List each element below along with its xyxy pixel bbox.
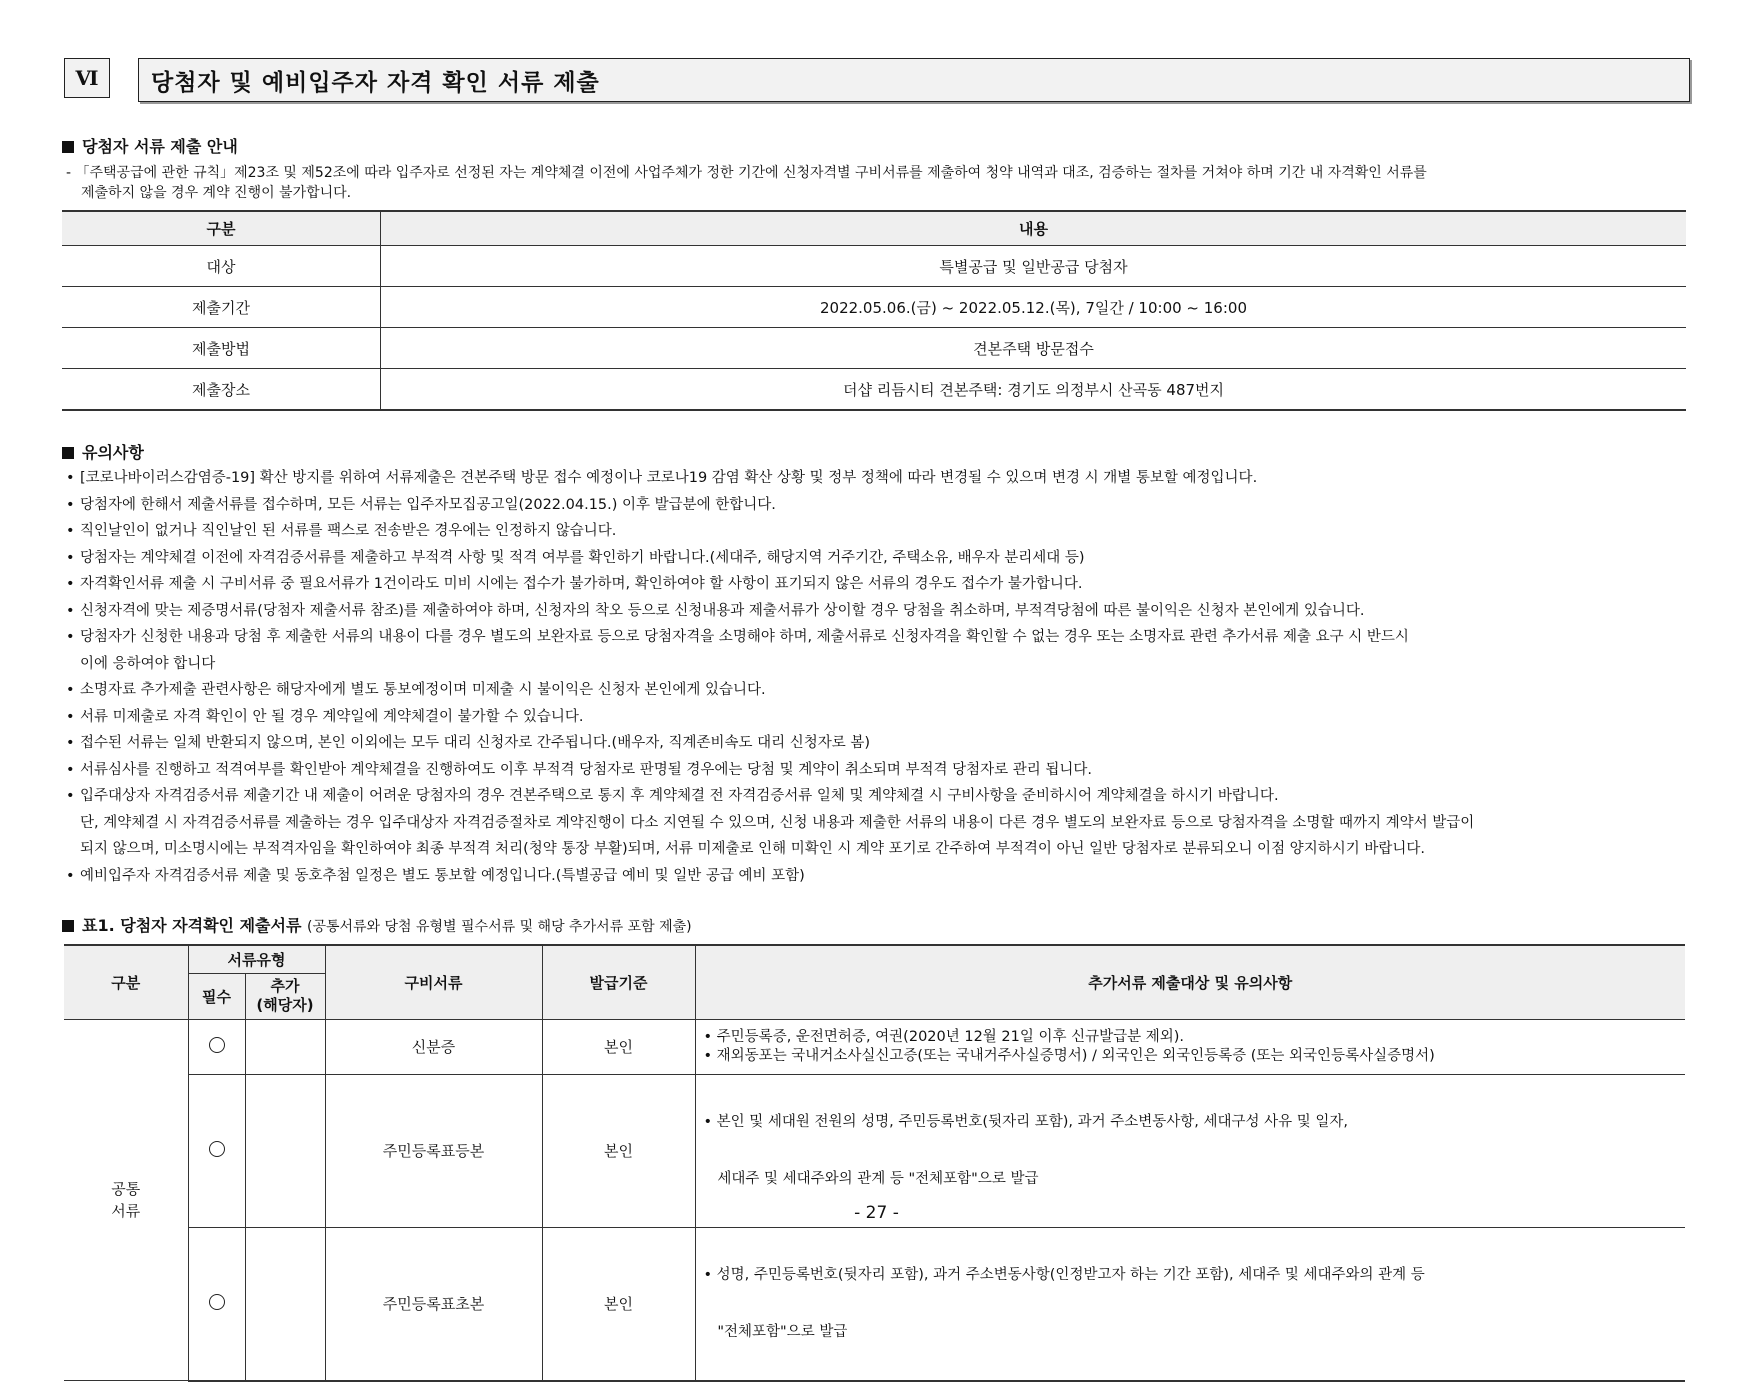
column-header-notes: 추가서류 제출대상 및 유의사항 [695, 945, 1685, 1019]
list-item-text: 되지 않으며, 미소명시에는 부적격자임을 확인하여야 최종 부적격 처리(청약 통장 부활)되며, 서류 미제출로 인해 미확인 시 계약 포기로 간주하여 부적격이 아닌 일반 당첨자로 분류되오니 이점 양지하시기 바랍니다. [80, 841, 1425, 857]
row-label: 제출기간 [62, 287, 381, 328]
submission-guide-heading: 당첨자 서류 제출 안내 [62, 134, 238, 157]
row-value: 견본주택 방문접수 [381, 328, 1687, 369]
list-item [66, 518, 1706, 545]
list-item [66, 492, 1706, 519]
column-header-additional: 추가 (해당자) [245, 973, 325, 1019]
table-row [62, 328, 1686, 369]
page-number: - 27 - [854, 1203, 899, 1223]
submission-info-table [62, 210, 1686, 411]
table-row [64, 1227, 1685, 1381]
issuer: 본인 [542, 1227, 695, 1381]
submission-guide-intro: - 「주택공급에 관한 규칙」제23조 및 제52조에 따라 입주자로 선정된 자는 계약체결 이전에 사업주체가 정한 기간에 신청자격별 구비서류를 제출하여 청약 내역과 대조, 검증하는 절차를 거쳐야 하며 기간 내 자격확인 서류를 제출하지 않을 경우 계약 진행이 불가합니다. [66, 165, 1427, 201]
document-name: 신분증 [325, 1019, 542, 1074]
list-item-text: 당첨자는 계약체결 이전에 자격검증서류를 제출하고 부적격 사항 및 적격 여부를 확인하기 바랍니다.(세대주, 해당지역 거주기간, 주택소유, 배우자 분리세대 등) [80, 549, 1085, 566]
list-item-text: 입주대상자 자격검증서류 제출기간 내 제출이 어려운 당첨자의 경우 견본주택으로 통지 후 계약체결 전 자격검증서류 일체 및 계약체결 시 구비사항을 준비하시어 계약체결을 하시기 바랍니다. [80, 788, 1279, 804]
list-item [66, 730, 1706, 757]
bullet-icon: • [66, 867, 75, 884]
row-value: 더샵 리듬시티 견본주택: 경기도 의정부시 산곡동 487번지 [381, 369, 1687, 411]
column-header-doc-type: 서류유형 [188, 945, 325, 973]
column-header-required: 필수 [188, 973, 245, 1019]
document-name: 주민등록표등본 [325, 1074, 542, 1227]
bullet-icon: • [66, 735, 75, 751]
list-item-text: 예비입주자 자격검증서류 제출 및 동호추첨 일정은 별도 통보할 예정입니다.(특별공급 예비 및 일반 공급 예비 포함) [80, 867, 805, 884]
list-item-text: 직인날인이 없거나 직인날인 된 서류를 팩스로 전송받은 경우에는 인정하지 않습니다. [80, 523, 617, 539]
list-item-text: 신청자격에 맞는 제증명서류(당첨자 제출서류 참조)를 제출하여야 하며, 신청자의 착오 등으로 신청내용과 제출서류가 상이할 경우 당첨을 취소하며, 부적격당첨에 따른 불이익은 신청자 본인에게 있습니다. [80, 602, 1365, 619]
list-item [66, 465, 1706, 492]
additional-mark [245, 1227, 325, 1381]
list-item-text: 이에 응하여야 합니다 [80, 655, 216, 672]
table-header-row [62, 211, 1686, 246]
issuer: 본인 [542, 1074, 695, 1227]
required-mark [188, 1227, 245, 1381]
list-item [66, 598, 1706, 625]
column-header: 내용 [381, 211, 1687, 246]
bullet-icon: • [66, 549, 75, 566]
bullet-icon: • [66, 708, 75, 725]
table-header-row [64, 945, 1685, 973]
document-notes: • 주민등록증, 운전면허증, 여권(2020년 12월 21일 이후 신규발급분 제외). • 재외동포는 국내거소사실신고증(또는 국내거주사실증명서) / 외국인은 외국인등록증 (또는 외국인등록사실증명서) [695, 1019, 1685, 1074]
bullet-icon: • [66, 629, 75, 645]
list-item-text: 서류심사를 진행하고 적격여부를 확인받아 계약체결을 진행하여도 이후 부적격 당첨자로 판명될 경우에는 당첨 및 계약이 취소되며 부적격 당첨자로 관리 됩니다. [80, 761, 1093, 778]
row-value: 특별공급 및 일반공급 당첨자 [381, 246, 1687, 287]
list-item-text: [코로나바이러스감염증-19] 확산 방지를 위하여 서류제출은 견본주택 방문 접수 예정이나 코로나19 감염 확산 상황 및 정부 정책에 따라 변경될 수 있으며 변경 시 개별 통보할 예정입니다. [80, 470, 1258, 486]
bullet-icon: • [66, 576, 75, 592]
list-item [66, 677, 1706, 704]
bullet-icon: • [66, 682, 75, 698]
document-name: 주민등록표초본 [325, 1227, 542, 1381]
list-item [66, 571, 1706, 598]
list-item-text: 서류 미제출로 자격 확인이 안 될 경우 계약일에 계약체결이 불가할 수 있습니다. [80, 708, 584, 725]
column-header-issuer: 발급기준 [542, 945, 695, 1019]
list-item-text: 단, 계약체결 시 자격검증서류를 제출하는 경우 입주대상자 자격검증절차로 계약진행이 다소 지연될 수 있으며, 신청 내용과 제출한 서류의 내용이 다른 경우 별도의 보완자료 등으로 당첨자격을 소명할 때까지 계약서 발급이 [80, 814, 1475, 831]
list-item-text: 자격확인서류 제출 시 구비서류 중 필요서류가 1건이라도 미비 시에는 접수가 불가하며, 확인하여야 할 사항이 표기되지 않은 서류의 경우도 접수가 불가합니다. [80, 576, 1083, 592]
list-item-text: 당첨자가 신청한 내용과 당첨 후 제출한 서류의 내용이 다를 경우 별도의 보완자료 등으로 당첨자격을 소명해야 하며, 제출서류로 신청자격을 확인할 수 없는 경우 또는 소명자료 관련 추가서류 제출 요구 시 반드시 [80, 629, 1409, 645]
group-label: 공통 서류 [64, 1019, 188, 1381]
circle-icon [209, 1141, 225, 1157]
required-documents-table [64, 944, 1685, 1382]
precautions-list [66, 465, 1706, 889]
document-notes: • 성명, 주민등록번호(뒷자리 포함), 과거 주소변동사항(인정받고자 하는 기간 포함), 세대주 및 세대주와의 관계 등 "전체포함"으로 발급 [695, 1227, 1685, 1381]
table-row [62, 287, 1686, 328]
row-label: 제출장소 [62, 369, 381, 411]
required-docs-heading: 표1. 당첨자 자격확인 제출서류 (공통서류와 당첨 유형별 필수서류 및 해당 추가서류 포함 제출) [62, 913, 692, 936]
square-bullet-icon [62, 920, 74, 932]
required-mark [188, 1019, 245, 1074]
list-item [66, 624, 1706, 677]
circle-icon [209, 1037, 225, 1053]
column-header-category: 구분 [64, 945, 188, 1019]
row-label: 제출방법 [62, 328, 381, 369]
required-docs-subheading: (공통서류와 당첨 유형별 필수서류 및 해당 추가서류 포함 제출) [306, 919, 692, 935]
bullet-icon: • [66, 523, 75, 539]
list-item [66, 704, 1706, 731]
section-number: Ⅵ [64, 58, 110, 98]
section-header [64, 58, 1690, 102]
table-row [64, 1019, 1685, 1074]
section-title: 당첨자 및 예비입주자 자격 확인 서류 제출 [138, 58, 1690, 102]
table-row [62, 369, 1686, 411]
list-item-text: 접수된 서류는 일체 반환되지 않으며, 본인 이외에는 모두 대리 신청자로 간주됩니다.(배우자, 직계존비속도 대리 신청자로 봄) [80, 735, 871, 751]
table-row [62, 246, 1686, 287]
list-item [66, 757, 1706, 784]
document-notes: • 본인 및 세대원 전원의 성명, 주민등록번호(뒷자리 포함), 과거 주소변동사항, 세대구성 사유 및 일자, 세대주 및 세대주와의 관계 등 "전체포함"으로 발급 [695, 1074, 1685, 1227]
circle-icon [209, 1294, 225, 1310]
bullet-icon: • [66, 470, 75, 486]
square-bullet-icon [62, 141, 74, 153]
bullet-icon: • [66, 496, 75, 513]
list-item [66, 783, 1706, 863]
bullet-icon: • [66, 788, 75, 804]
precautions-heading: 유의사항 [62, 440, 144, 463]
bullet-icon: • [66, 761, 75, 778]
list-item-text: 당첨자에 한해서 제출서류를 접수하며, 모든 서류는 입주자모집공고일(2022.04.15.) 이후 발급분에 한합니다. [80, 496, 776, 513]
list-item [66, 545, 1706, 572]
list-item-text: 소명자료 추가제출 관련사항은 해당자에게 별도 통보예정이며 미제출 시 불이익은 신청자 본인에게 있습니다. [80, 682, 766, 698]
row-label: 대상 [62, 246, 381, 287]
issuer: 본인 [542, 1019, 695, 1074]
bullet-icon: • [66, 602, 75, 619]
column-header-documents: 구비서류 [325, 945, 542, 1019]
list-item [66, 863, 1706, 890]
square-bullet-icon [62, 447, 74, 459]
additional-mark [245, 1019, 325, 1074]
column-header: 구분 [62, 211, 381, 246]
row-value: 2022.05.06.(금) ~ 2022.05.12.(목), 7일간 / 10:00 ~ 16:00 [381, 287, 1687, 328]
